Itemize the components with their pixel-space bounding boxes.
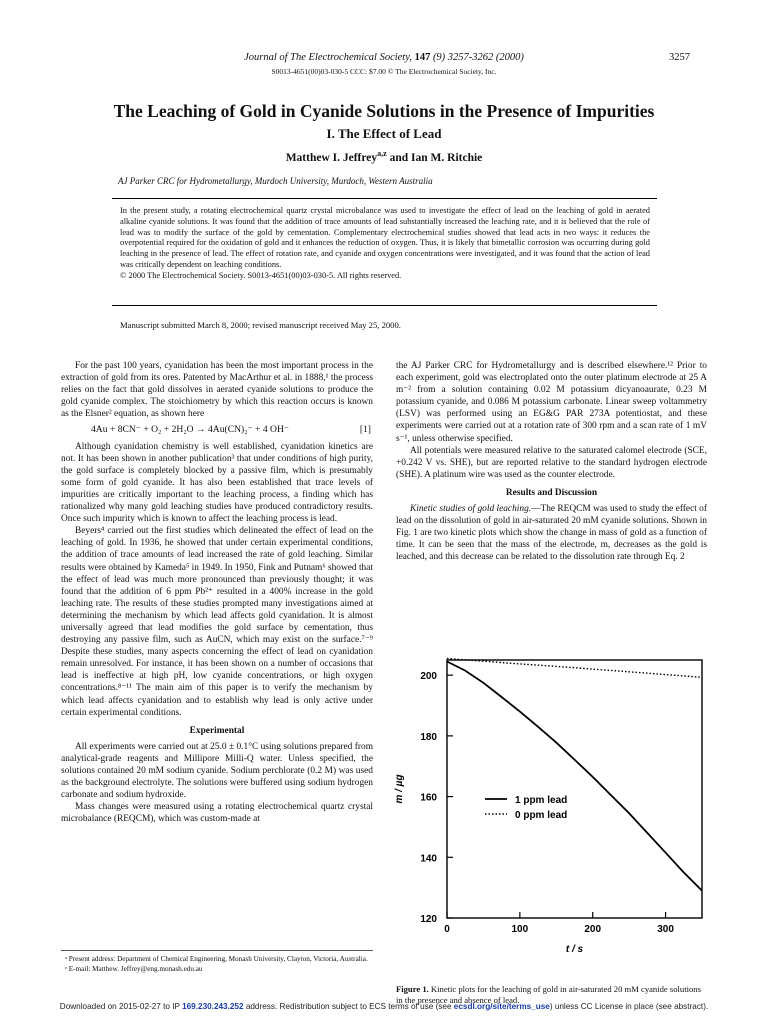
author-and: and	[386, 152, 412, 164]
series-line-1-ppm-lead	[447, 662, 702, 891]
paragraph: Beyers⁴ carried out the first studies which delineated the effect of lead on the leaching of gold. In 1936, he showed that under certain experimental conditions, the addition of trace amounts of lead increased the rate of gold leaching. Similar results were obtained by Kameda⁵ in 1949. In 1950, Fink and Putnam⁶ showed that the effect of lead was much more pronounced than previously thought; it was found that the addition of 6 ppm Pb²⁺ resulted in a 400% increase in the gold leaching rate. The results of these studies prompted many investigations aimed at determining the mechanism by which lead affects gold cyanidation. It is almost universally agreed that lead modifies the gold surface by cementation, thus destroying any passive film, such as AuCN, which may exist on the surface.⁷⁻⁹ Despite these studies, many aspects concerning the effect of lead on cyanidation remain unresolved. For instance, it has been shown on a number of occasions that lead is ineffective at high pH, low cyanide concentrations, or high oxygen concentrations.⁸⁻¹¹ The main aim of this paper is to verify the mechanism by which lead affects cyanidation and to establish why lead is only active under certain experimental conditions.	[61, 526, 373, 718]
x-tick-label: 300	[657, 924, 674, 935]
chart-series	[447, 659, 702, 891]
abstract-text: In the present study, a rotating electrochemical quartz crystal microbalance was used to investigate the effect of lead on the leaching of gold in aerated alkaline cyanide solutions. It was found that the addition of trace amounts of lead substantially increased the leaching rate, and it is believed that the role of lead was to modify the surface of the gold by cementation. Complementary electrochemical studies showed that lead acts in two ways: it reduces the overpotential required for the oxidation of gold and it enhances the reduction of oxygen. Thus, it is likely that bimetallic corrosion was occurring during gold leaching in the presence of lead. The effect of rotation rate, and cyanide and oxygen concentrations were investigated, and it was found that the action of lead was critically dependent on leaching conditions.	[120, 206, 650, 269]
chart-legend	[485, 795, 567, 821]
abstract-copyright: © 2000 The Electrochemical Society. S0013-4651(00)03-030-5. All rights reserved.	[120, 270, 402, 280]
y-tick-label: 160	[420, 792, 437, 804]
terms-of-use-link[interactable]: ecsdl.org/site/terms_use	[453, 1002, 550, 1011]
author-ritchie: Ian M. Ritchie	[411, 152, 483, 164]
footnotes	[61, 950, 373, 975]
footnote-z: ᶻ E-mail: Matthew. Jeffrey@eng.monash.edu.au	[65, 965, 203, 973]
figure-1-chart	[390, 640, 720, 980]
x-axis-label: t / s	[565, 944, 584, 955]
abstract	[120, 206, 650, 282]
left-column	[61, 360, 373, 825]
download-notice	[0, 1002, 768, 1011]
paragraph: For the past 100 years, cyanidation has been the most important process in the extraction of gold from its ores. Patented by MacArthur et al. in 1888,¹ the process relies on the fact that gold dissolves in aerated cyanide solutions to produce the gold cyanide complex. The stoichiometry by which this reaction occurs is known as the Elsner² equation, as shown here	[61, 361, 373, 420]
caption-text: Kinetic plots for the leaching of gold in air-saturated 20 mM cyanide solutions in the presence and absence of lead.	[396, 984, 701, 1005]
download-mid: address. Redistribution subject to ECS terms of use (see	[243, 1002, 454, 1011]
chart-axes	[394, 660, 702, 955]
right-column	[396, 360, 707, 564]
section-heading-results: Results and Discussion	[505, 487, 598, 498]
x-tick-label: 100	[511, 924, 529, 935]
equation-1	[61, 420, 373, 440]
x-tick-label: 0	[444, 924, 450, 935]
paragraph: Mass changes were measured using a rotating electrochemical quartz crystal microbalance (REQCM), which was custom-made at	[61, 802, 373, 825]
y-axis-label: m / µg	[394, 774, 405, 804]
y-tick-label: 180	[420, 731, 437, 743]
paragraph	[396, 503, 707, 563]
paragraph: All potentials were measured relative to the saturated calomel electrode (SCE, +0.242 V vs. SHE), but are reported relative to the standard hydrogen electrode (SHE). A platinum wire was used as the counter electrode.	[396, 445, 707, 480]
journal-volume: 147	[414, 52, 431, 63]
legend-label: 1 ppm lead	[515, 795, 568, 806]
download-suffix: ) unless CC License in place (see abstract).	[549, 1002, 709, 1011]
manuscript-dates: Manuscript submitted March 8, 2000; revised manuscript received May 25, 2000.	[120, 320, 401, 330]
ip-address-link[interactable]: 169.230.243.252	[182, 1002, 244, 1011]
author-jeffrey: Matthew I. Jeffrey	[285, 152, 378, 164]
x-tick-label: 200	[584, 924, 602, 935]
equation-text: 4Au + 8CN⁻ + O₂ + 2H₂O → 4Au(CN)₂⁻ + 4 OH⁻	[91, 424, 289, 436]
run-in-heading: Kinetic studies of gold leaching.	[410, 504, 532, 515]
page-number: 3257	[669, 52, 690, 63]
y-tick-label: 200	[420, 671, 437, 683]
footnote-a: ᵃ Present address: Department of Chemical Engineering, Monash University, Clayton, Victoria, Australia.	[65, 955, 368, 963]
issn-line: S0013-4651(00)03-030-5 CCC: $7.00 © The Electrochemical Society, Inc.	[271, 67, 497, 76]
article-title: The Leaching of Gold in Cyanide Solutions in the Presence of Impurities	[113, 101, 655, 121]
article-subtitle: I. The Effect of Lead	[326, 126, 442, 141]
author-marks: a,z	[377, 149, 387, 159]
series-line-0-ppm-lead	[447, 659, 702, 678]
y-tick-label: 120	[420, 914, 437, 925]
affiliation: AJ Parker CRC for Hydrometallurgy, Murdoch University, Murdoch, Western Australia	[118, 176, 433, 186]
author-list	[0, 149, 768, 164]
paragraph: the AJ Parker CRC for Hydrometallurgy and is described elsewhere.¹² Prior to each experiment, gold was electroplated onto the outer platinum electrode at 25 A m⁻² from a solution containing 0.02 M potassium dicyanoaurate, 0.23 M potassium cyanide, and 0.086 M potassium carbonate. Linear sweep voltammetry (LSV) was performed using an EG&G PAR 273A potentiostat, and these experiments were carried out at a rotation rate of 300 rpm and a scan rate of 1 mV s⁻¹, unless otherwise specified.	[396, 361, 707, 444]
caption-label: Figure 1.	[396, 984, 429, 994]
paragraph: All experiments were carried out at 25.0 ± 0.1°C using solutions prepared from analytical-grade reagents and Millipore Milli-Q water. Unless specified, the solutions contained 20 mM sodium cyanide. Sodium perchlorate (0.2 M) was used as the background electrolyte. The solutions were buffered using sodium hydrogen carbonate and sodium hydroxide.	[61, 741, 373, 801]
download-prefix: Downloaded on 2015-02-27 to IP	[59, 1002, 183, 1011]
journal-name: Journal of The Electrochemical Society,	[244, 52, 412, 63]
paragraph-body: —The REQCM was used to study the effect of lead on the dissolution of gold in air-saturated 20 mM cyanide solutions. Shown in Fig. 1 are two kinetic plots which show the change in mass of gold as a function of time. It can be seen that the mass of the electrode, m, decreases as the gold is leached, and this decrease can be related to the dissolution rate through Eq. 2	[396, 504, 707, 563]
legend-label: 0 ppm lead	[515, 810, 568, 821]
equation-number: [1]	[359, 424, 371, 436]
plot-frame	[447, 660, 702, 918]
y-tick-label: 140	[420, 853, 437, 865]
journal-header	[0, 52, 768, 63]
journal-issue-pages: (9) 3257-3262 (2000)	[432, 52, 524, 63]
paragraph: Although cyanidation chemistry is well established, cyanidation kinetics are not. It has been shown in another publication³ that under conditions of high purity, the gold surface is completely blocked by a passive film, which is presumably some form of gold cyanide. It has also been established that trace levels of impurities are critically important to the leaching process, a finding which has rationalized why many gold leaching studies have produced contradictory results. Once such impurity which is known to affect the leaching process is lead.	[61, 441, 373, 525]
section-heading-experimental: Experimental	[189, 725, 245, 736]
